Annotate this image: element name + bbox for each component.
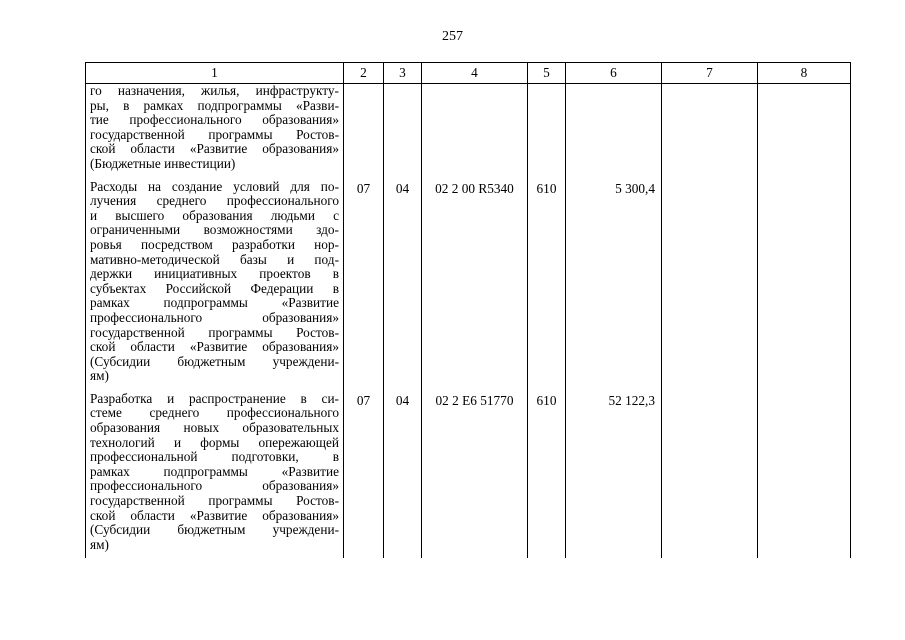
column-header-5: 5 [528, 63, 566, 84]
expense-type-code: 610 [528, 178, 566, 390]
description-line: держки инициативных проектов в [90, 266, 339, 282]
target-article-code: 02 2 E6 51770 [422, 390, 528, 559]
amount-col7 [662, 178, 758, 390]
expense-type-code [528, 84, 566, 178]
amount-col6: 5 300,4 [566, 178, 662, 390]
column-header-4: 4 [422, 63, 528, 84]
description-line: тие профессионального образования» [90, 112, 339, 128]
amount-col6: 52 122,3 [566, 390, 662, 559]
amount-col8 [758, 390, 851, 559]
section-code: 07 [344, 390, 384, 559]
description-line: ской области «Развитие образования» [90, 339, 339, 355]
table-row [86, 390, 851, 559]
expense-type-code: 610 [528, 390, 566, 559]
description-line: (Бюджетные инвестиции) [90, 155, 236, 171]
table-row [86, 84, 851, 178]
description-line: стеме среднего профессионального [90, 405, 339, 421]
description-line: ской области «Развитие образования» [90, 507, 339, 523]
description-line: ры, в рамках подпрограммы «Разви- [90, 97, 339, 113]
description-line: рамках подпрограммы «Развитие [90, 295, 339, 311]
description-line: ской области «Развитие образования» [90, 141, 339, 157]
amount-col8 [758, 178, 851, 390]
amount-col7 [662, 390, 758, 559]
section-code [344, 84, 384, 178]
description-line: профессиональной подготовки, в [90, 449, 339, 465]
subsection-code [384, 84, 422, 178]
description-line: (Субсидии бюджетным учреждени- [90, 522, 339, 538]
row-description [86, 390, 344, 559]
column-header-6: 6 [566, 63, 662, 84]
table-header-row [86, 63, 851, 84]
description-line: государственной программы Ростов- [90, 493, 339, 509]
description-line: ям) [90, 368, 109, 384]
description-line: Расходы на создание условий для по- [90, 178, 339, 194]
column-header-1: 1 [86, 63, 344, 84]
description-line: профессионального образования» [90, 309, 339, 325]
target-article-code: 02 2 00 R5340 [422, 178, 528, 390]
description-line: субъектах Российской Федерации в [90, 280, 339, 296]
description-line: го назначения, жилья, инфраструкту- [90, 83, 339, 98]
column-header-7: 7 [662, 63, 758, 84]
section-code: 07 [344, 178, 384, 390]
description-line: государственной программы Ростов- [90, 324, 339, 340]
description-line: Разработка и распространение в си- [90, 390, 339, 406]
description-line: ограниченными возможностями здо- [90, 222, 339, 238]
subsection-code: 04 [384, 178, 422, 390]
description-line: технологий и формы опережающей [90, 434, 339, 450]
description-line: ровья посредством разработки нор- [90, 236, 339, 252]
column-header-8: 8 [758, 63, 851, 84]
row-description [86, 84, 344, 178]
subsection-code: 04 [384, 390, 422, 559]
description-line: мативно-методической базы и под- [90, 251, 339, 267]
description-line: ям) [90, 536, 109, 552]
target-article-code [422, 84, 528, 178]
table-row [86, 178, 851, 390]
amount-col8 [758, 84, 851, 178]
description-line: профессионального образования» [90, 478, 339, 494]
amount-col7 [662, 84, 758, 178]
description-line: рамках подпрограммы «Развитие [90, 463, 339, 479]
amount-col6 [566, 84, 662, 178]
page-number: 257 [442, 29, 463, 44]
description-line: образования новых образовательных [90, 420, 339, 436]
column-header-2: 2 [344, 63, 384, 84]
description-line: лучения среднего профессионального [90, 193, 339, 209]
description-line: (Субсидии бюджетным учреждени- [90, 353, 339, 369]
description-line: государственной программы Ростов- [90, 126, 339, 142]
budget-table [85, 62, 851, 558]
column-header-3: 3 [384, 63, 422, 84]
description-line: и высшего образования людьми с [90, 207, 339, 223]
row-description [86, 178, 344, 390]
